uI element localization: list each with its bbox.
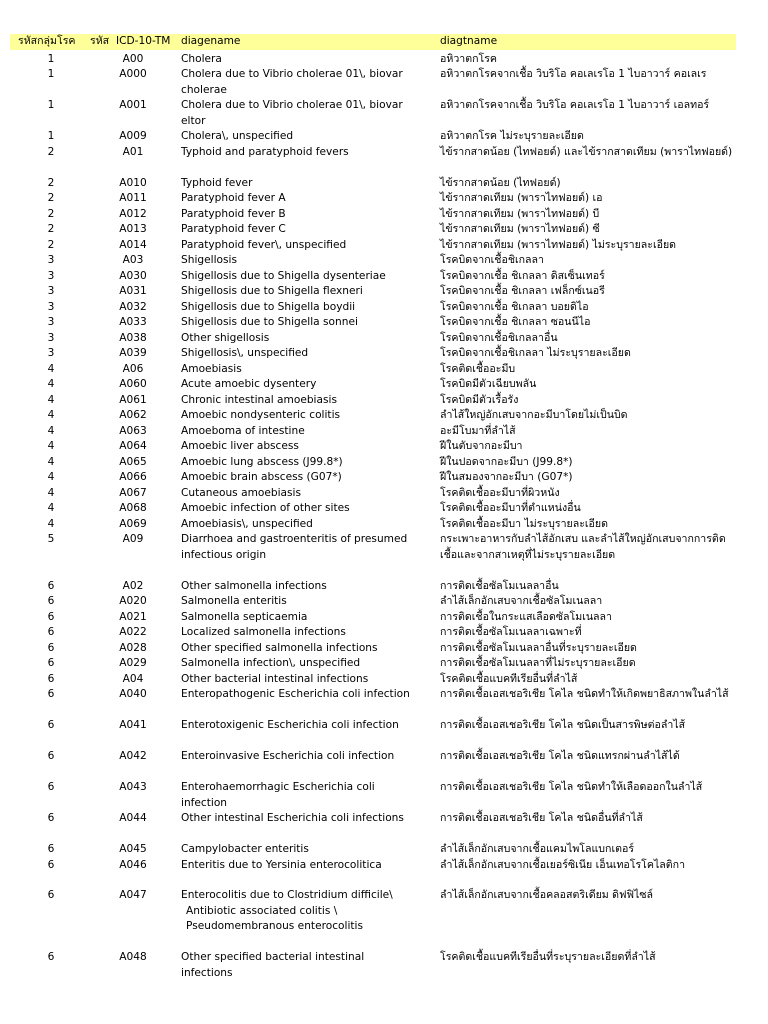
diag-en-cell: Other specified salmonella infections xyxy=(181,642,378,654)
diag-en-cell: Enteroinvasive Escherichia coli infection xyxy=(181,750,395,762)
diag-th-cell: โรคบิดมีตัวเฉียบพลัน xyxy=(440,378,537,390)
icd-code-cell: A060 xyxy=(119,378,147,390)
diag-th-cell: โรคติดเชื้ออะมีบาที่ผิวหนัง xyxy=(440,487,560,499)
diag-th-cell: ลำไส้ใหญ่อักเสบจากอะมีบาโดยไม่เป็นบิด xyxy=(440,409,628,421)
icd-code-cell: A038 xyxy=(119,332,147,344)
diag-th-cell: การติดเชื้อในกระแสเลือดซัลโมเนลลา xyxy=(440,611,612,623)
diag-en-cell: Amoebiasis xyxy=(181,363,242,375)
icd-code-cell: A00 xyxy=(122,53,144,65)
group-code-cell: 3 xyxy=(47,316,55,328)
icd-code-cell: A020 xyxy=(119,595,147,607)
diag-en-cell: Cholera xyxy=(181,53,222,65)
diag-th-cell: การติดเชื้อซัลโมเนลลาที่ไม่ระบุรายละเอียด xyxy=(440,657,636,669)
group-code-cell: 6 xyxy=(47,781,55,793)
diag-en-cell: Salmonella infection\, unspecified xyxy=(181,657,361,669)
group-code-cell: 3 xyxy=(47,285,55,297)
diag-th-cell: อหิวาตกโรค xyxy=(440,53,498,65)
diag-en-cell: Amoebiasis\, unspecified xyxy=(181,518,313,530)
group-code-cell: 6 xyxy=(47,750,55,762)
icd-code-cell: A021 xyxy=(119,611,147,623)
group-code-cell: 2 xyxy=(47,177,55,189)
diag-en-cell: Paratyphoid fever C xyxy=(181,223,286,235)
icd-code-cell: A013 xyxy=(119,223,147,235)
group-code-cell: 6 xyxy=(47,642,55,654)
header-icd: ICD-10-TM xyxy=(116,35,171,47)
group-code-cell: 4 xyxy=(47,471,55,483)
group-code-cell: 6 xyxy=(47,719,55,731)
diag-th-cell: ฝีในตับจากอะมีบา xyxy=(440,440,523,452)
diag-th-cell: กระเพาะอาหารกับลำไส้อักเสบ และลำไส้ใหญ่อักเสบจากการติดเชื้อและจากสาเหตุที่ไม่ระบุรายละเอียด xyxy=(440,533,726,561)
diag-th-cell: การติดเชื้อเอสเชอริเชีย โคไล ชนิดทำให้เกิดพยาธิสภาพในลำไส้ xyxy=(440,688,729,700)
group-code-cell: 4 xyxy=(47,409,55,421)
diag-th-cell: โรคติดเชื้ออะมีบา ไม่ระบุรายละเอียด xyxy=(440,518,608,530)
diag-en-cell: Enterotoxigenic Escherichia coli infection xyxy=(181,719,399,731)
icd-code-cell: A063 xyxy=(119,425,147,437)
diag-th-cell: โรคบิดจากเชื้อ ชิเกลลา ซอนนีไอ xyxy=(440,316,591,328)
diag-en-cell: Other bacterial intestinal infections xyxy=(181,673,369,685)
icd-code-cell: A065 xyxy=(119,456,147,468)
icd-code-cell: A01 xyxy=(122,146,144,158)
icd-code-cell: A011 xyxy=(119,192,147,204)
diag-th-cell: อหิวาตกโรคจากเชื้อ วิบริโอ คอเลเรโอ 1 ไบอาวาร์ คอเลเร xyxy=(440,68,707,80)
diag-th-cell: ไข้รากสาดน้อย (ไทฟอยด์) และไข้รากสาดเทียม (พาราไทฟอยด์) xyxy=(440,146,733,158)
diag-th-cell: ลำไส้เล็กอักเสบจากเชื้อซัลโมเนลลา xyxy=(440,595,603,607)
group-code-cell: 4 xyxy=(47,518,55,530)
diag-th-cell: ฝีในปอดจากอะมีบา (J99.8*) xyxy=(440,456,573,468)
diag-th-cell: ไข้รากสาดน้อย (ไทฟอยด์) xyxy=(440,177,561,189)
icd-code-cell: A045 xyxy=(119,843,147,855)
icd-code-cell: A04 xyxy=(122,673,144,685)
diag-en-cell: Salmonella septicaemia xyxy=(181,611,308,623)
icd-code-cell: A067 xyxy=(119,487,147,499)
group-code-cell: 4 xyxy=(47,363,55,375)
diag-th-cell: ไข้รากสาดเทียม (พาราไทฟอยด์) ไม่ระบุรายละเอียด xyxy=(440,239,677,251)
icd-code-cell: A014 xyxy=(119,239,147,251)
icd-code-cell: A022 xyxy=(119,626,147,638)
diag-th-cell: โรคติดเชื้อแบคทีเรียอื่นที่ลำไส้ xyxy=(440,673,578,685)
diag-en-cell: Typhoid and paratyphoid fevers xyxy=(181,146,349,158)
icd-code-cell: A046 xyxy=(119,859,147,871)
diag-th-cell: ไข้รากสาดเทียม (พาราไทฟอยด์) บี xyxy=(440,208,600,220)
icd-code-cell: A010 xyxy=(119,177,147,189)
icd-code-cell: A000 xyxy=(119,68,147,80)
diag-en-cell: Shigellosis due to Shigella boydii xyxy=(181,301,356,313)
diag-en-cell: Salmonella enteritis xyxy=(181,595,287,607)
diag-en-cell: Typhoid fever xyxy=(181,177,253,189)
diag-en-cell: Other salmonella infections xyxy=(181,580,327,592)
group-code-cell: 1 xyxy=(47,53,55,65)
group-code-cell: 2 xyxy=(47,208,55,220)
icd-code-cell: A048 xyxy=(119,951,147,963)
diag-th-cell: โรคติดเชื้อแบคทีเรียอื่นที่ระบุรายละเอียดที่ลำไส้ xyxy=(440,951,656,963)
diag-en-cell: Cutaneous amoebiasis xyxy=(181,487,302,499)
diag-th-cell: โรคบิดจากเชื้อชิเกลลาอื่น xyxy=(440,332,558,344)
group-code-cell: 3 xyxy=(47,332,55,344)
diag-en-cell: Shigellosis due to Shigella flexneri xyxy=(181,285,363,297)
group-code-cell: 2 xyxy=(47,146,55,158)
diag-en-cell: Cholera due to Vibrio cholerae 01\, biovar cholerae xyxy=(181,68,403,96)
group-code-cell: 1 xyxy=(47,130,55,142)
icd-code-cell: A028 xyxy=(119,642,147,654)
diag-th-cell: โรคบิดมีตัวเรื้อรัง xyxy=(440,394,519,406)
diag-en-cell: Enterohaemorrhagic Escherichia coli infection xyxy=(181,781,375,809)
diag-th-cell: โรคติดเชื้ออะมีบาที่ตำแหน่งอื่น xyxy=(440,502,581,514)
icd-code-cell: A001 xyxy=(119,99,147,111)
icd-code-cell: A032 xyxy=(119,301,147,313)
diag-en-cell: Shigellosis due to Shigella sonnei xyxy=(181,316,358,328)
diag-en-cell: Amoeboma of intestine xyxy=(181,425,305,437)
group-code-cell: 6 xyxy=(47,859,55,871)
diag-en-cell: Other specified bacterial intestinal infections xyxy=(181,951,365,979)
group-code-cell: 6 xyxy=(47,580,55,592)
group-code-cell: 2 xyxy=(47,223,55,235)
diag-en-cell: Acute amoebic dysentery xyxy=(181,378,317,390)
diag-en-cell: Campylobacter enteritis xyxy=(181,843,309,855)
group-code-cell: 3 xyxy=(47,270,55,282)
diag-en-cell: Paratyphoid fever A xyxy=(181,192,286,204)
diag-th-cell: โรคบิดจากเชื้อ ชิเกลลา บอยดิไอ xyxy=(440,301,589,313)
diag-en-cell: Amoebic nondysenteric colitis xyxy=(181,409,341,421)
diag-th-cell: ลำไส้เล็กอักเสบจากเชื้อคลอสตริเดียม ดิฟฟิไซล์ xyxy=(440,889,654,901)
group-code-cell: 6 xyxy=(47,843,55,855)
group-code-cell: 4 xyxy=(47,394,55,406)
group-code-cell: 6 xyxy=(47,688,55,700)
icd-code-cell: A030 xyxy=(119,270,147,282)
diag-th-cell: โรคบิดจากเชื้อชิเกลลา xyxy=(440,254,544,266)
group-code-cell: 2 xyxy=(47,239,55,251)
diag-en-line: Antibiotic associated colitis \ xyxy=(186,904,338,917)
diag-en-cell: Localized salmonella infections xyxy=(181,626,346,638)
diag-en-cell: Paratyphoid fever\, unspecified xyxy=(181,239,347,251)
diag-en-cell xyxy=(181,888,411,935)
icd-code-cell: A06 xyxy=(122,363,144,375)
icd-code-cell: A029 xyxy=(119,657,147,669)
diag-th-cell: ลำไส้เล็กอักเสบจากเชื้อแคมไพโลแบกเตอร์ xyxy=(440,843,635,855)
diag-th-cell: อหิวาตกโรค ไม่ระบุรายละเอียด xyxy=(440,130,584,142)
icd-code-cell: A09 xyxy=(122,533,144,545)
diag-th-cell: ไข้รากสาดเทียม (พาราไทฟอยด์) ซี xyxy=(440,223,600,235)
diag-th-cell: ไข้รากสาดเทียม (พาราไทฟอยด์) เอ xyxy=(440,192,603,204)
diag-en-cell: Enteropathogenic Escherichia coli infection xyxy=(181,688,410,700)
diag-th-cell: การติดเชื้อซัลโมเนลลาเฉพาะที่ xyxy=(440,626,582,638)
group-code-cell: 6 xyxy=(47,889,55,901)
diag-en-cell: Other shigellosis xyxy=(181,332,270,344)
diag-en-cell: Chronic intestinal amoebiasis xyxy=(181,394,337,406)
diag-th-cell: การติดเชื้อเอสเชอริเชีย โคไล ชนิดทำให้เลือดออกในลำไส้ xyxy=(440,781,703,793)
diag-th-cell: โรคติดเชื้ออะมีบ xyxy=(440,363,516,375)
header-row xyxy=(10,34,736,50)
group-code-cell: 1 xyxy=(47,68,55,80)
diag-th-cell: ฝีในสมองจากอะมีบา (G07*) xyxy=(440,471,573,483)
group-code-cell: 4 xyxy=(47,502,55,514)
group-code-cell: 6 xyxy=(47,812,55,824)
diag-en-cell: Cholera due to Vibrio cholerae 01\, biovar eltor xyxy=(181,99,403,127)
group-code-cell: 4 xyxy=(47,378,55,390)
icd-code-cell: A03 xyxy=(122,254,144,266)
diag-en-cell: Shigellosis due to Shigella dysenteriae xyxy=(181,270,386,282)
group-code-cell: 4 xyxy=(47,456,55,468)
group-code-cell: 6 xyxy=(47,626,55,638)
group-code-cell: 4 xyxy=(47,425,55,437)
diag-th-cell: ลำไส้เล็กอักเสบจากเชื้อเยอร์ซิเนีย เอ็นเทอโรโคไลติกา xyxy=(440,859,686,871)
icd-code-cell: A066 xyxy=(119,471,147,483)
icd-code-cell: A012 xyxy=(119,208,147,220)
group-code-cell: 6 xyxy=(47,657,55,669)
icd-code-cell: A042 xyxy=(119,750,147,762)
group-code-cell: 4 xyxy=(47,487,55,499)
group-code-cell: 3 xyxy=(47,347,55,359)
icd-code-cell: A041 xyxy=(119,719,147,731)
diag-en-cell: Amoebic liver abscess xyxy=(181,440,299,452)
group-code-cell: 6 xyxy=(47,673,55,685)
group-code-cell: 2 xyxy=(47,192,55,204)
icd-code-cell: A069 xyxy=(119,518,147,530)
diag-en-cell: Enteritis due to Yersinia enterocolitica xyxy=(181,859,382,871)
diag-en-cell: Amoebic infection of other sites xyxy=(181,502,350,514)
icd-code-cell: A061 xyxy=(119,394,147,406)
header-diag-en: diagename xyxy=(181,35,241,47)
diag-th-cell: อะมีโบมาที่ลำไส้ xyxy=(440,425,516,437)
group-code-cell: 4 xyxy=(47,440,55,452)
icd-code-cell: A009 xyxy=(119,130,147,142)
diag-en-cell: Amoebic lung abscess (J99.8*) xyxy=(181,456,343,468)
group-code-cell: 3 xyxy=(47,301,55,313)
icd-code-cell: A047 xyxy=(119,889,147,901)
header-diag-th: diagtname xyxy=(440,35,498,47)
header-group-code: รหัสกลุ่มโรค xyxy=(18,35,76,47)
diag-th-cell: การติดเชื้อซัลโมเนลลาอื่น xyxy=(440,580,559,592)
diag-en-line: Enterocolitis due to Clostridium difficile\ xyxy=(181,889,393,901)
diag-en-cell: Diarrhoea and gastroenteritis of presumed infectious origin xyxy=(181,533,408,561)
diag-en-cell: Other intestinal Escherichia coli infections xyxy=(181,812,404,824)
diag-th-cell: โรคบิดจากเชื้อ ชิเกลลา ดิสเซ็นเทอร์ xyxy=(440,270,605,282)
diag-th-cell: อหิวาตกโรคจากเชื้อ วิบริโอ คอเลเรโอ 1 ไบอาวาร์ เอลทอร์ xyxy=(440,99,710,111)
icd-code-cell: A031 xyxy=(119,285,147,297)
group-code-cell: 3 xyxy=(47,254,55,266)
icd-code-cell: A064 xyxy=(119,440,147,452)
diag-th-cell: การติดเชื้อเอสเชอริเชีย โคไล ชนิดแทรกผ่านลำไส้ได้ xyxy=(440,750,680,762)
icd-code-cell: A040 xyxy=(119,688,147,700)
group-code-cell: 6 xyxy=(47,595,55,607)
header-code: รหัส xyxy=(90,35,110,47)
diag-th-cell: การติดเชื้อเอสเชอริเชีย โคไล ชนิดเป็นสารพิษต่อลำไส้ xyxy=(440,719,686,731)
icd-code-cell: A043 xyxy=(119,781,147,793)
diag-th-cell: โรคบิดจากเชื้อ ชิเกลลา เฟล็กซ์เนอรี xyxy=(440,285,605,297)
diag-th-cell: การติดเชื้อซัลโมเนลลาอื่นที่ระบุรายละเอียด xyxy=(440,642,637,654)
diag-en-cell: Amoebic brain abscess (G07*) xyxy=(181,471,342,483)
diag-en-line: Pseudomembranous enterocolitis xyxy=(186,920,364,932)
group-code-cell: 5 xyxy=(47,533,55,545)
icd-code-cell: A033 xyxy=(119,316,147,328)
diag-th-cell: การติดเชื้อเอสเชอริเชีย โคไล ชนิดอื่นที่ลำไส้ xyxy=(440,812,643,824)
icd-code-cell: A02 xyxy=(122,580,144,592)
diag-th-cell: โรคบิดจากเชื้อชิเกลลา ไม่ระบุรายละเอียด xyxy=(440,347,631,359)
group-code-cell: 6 xyxy=(47,951,55,963)
icd-code-cell: A039 xyxy=(119,347,147,359)
icd-code-cell: A062 xyxy=(119,409,147,421)
icd-code-cell: A044 xyxy=(119,812,147,824)
diag-en-cell: Paratyphoid fever B xyxy=(181,208,286,220)
diag-en-cell: Cholera\, unspecified xyxy=(181,130,294,142)
icd-code-cell: A068 xyxy=(119,502,147,514)
group-code-cell: 1 xyxy=(47,99,55,111)
diag-en-cell: Shigellosis\, unspecified xyxy=(181,347,309,359)
diag-en-cell: Shigellosis xyxy=(181,254,237,266)
group-code-cell: 6 xyxy=(47,611,55,623)
